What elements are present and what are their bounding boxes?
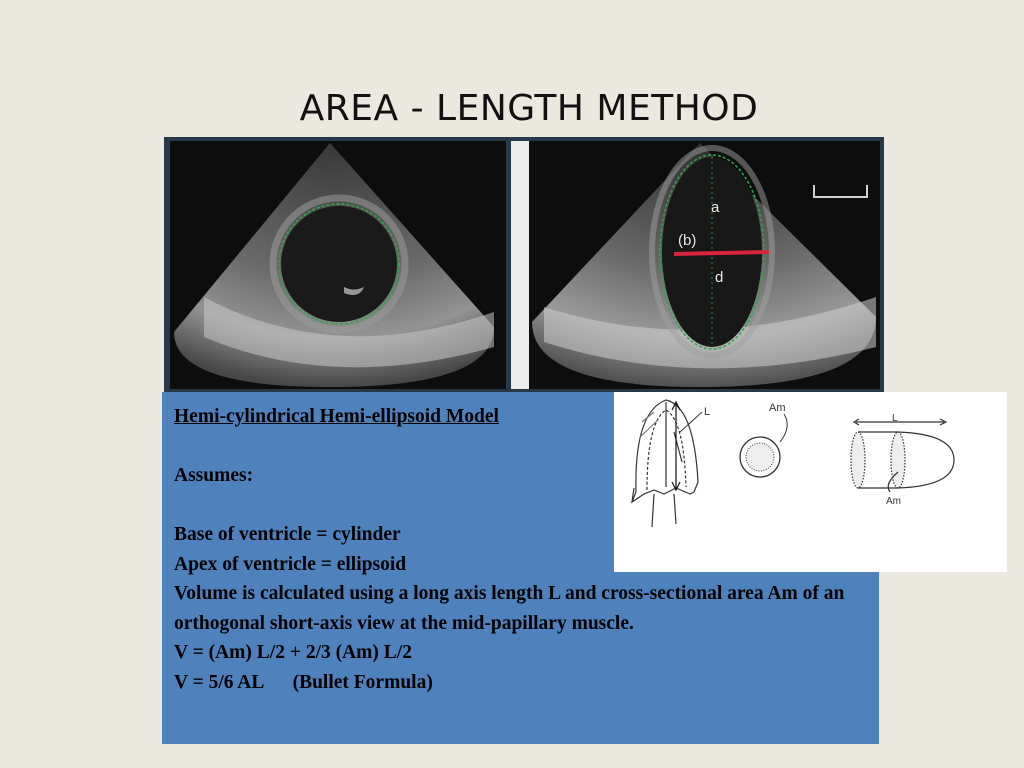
model-heading: Hemi-cylindrical Hemi-ellipsoid Model — [174, 406, 499, 427]
diagram-label-l-1: L — [704, 406, 711, 418]
label-a: a — [711, 199, 720, 216]
cross-section — [740, 414, 787, 477]
geometry-diagram — [614, 392, 1007, 572]
bullet-shape — [851, 419, 954, 492]
base-assumption: Base of ventricle = cylinder — [174, 524, 401, 545]
volume-description: Volume is calculated using a long axis length L and cross-sectional area Am of an orthogonal short-axis view at the mid-papillary muscle. — [174, 583, 845, 634]
diagram-label-am-2: Am — [886, 496, 901, 507]
assumes-label: Assumes: — [174, 465, 254, 486]
label-b: (b) — [678, 232, 697, 249]
ventricle-model-diagram — [614, 392, 1007, 572]
ventricle-sketch — [632, 400, 698, 527]
echocardiogram-images — [164, 137, 884, 392]
echocardiogram-panel — [164, 137, 884, 392]
formula-2: V = 5/6 AL (Bullet Formula) — [174, 671, 433, 693]
diagram-label-l-2: L — [892, 413, 898, 424]
diagram-label-am-1: Am — [769, 402, 786, 414]
apex-assumption: Apex of ventricle = ellipsoid — [174, 553, 407, 575]
diameter-line — [674, 252, 769, 254]
formula-1: V = (Am) L/2 + 2/3 (Am) L/2 — [174, 642, 412, 663]
label-d: d — [715, 269, 724, 286]
image-divider — [511, 141, 529, 389]
slide-title: AREA - LENGTH METHOD — [299, 88, 759, 129]
